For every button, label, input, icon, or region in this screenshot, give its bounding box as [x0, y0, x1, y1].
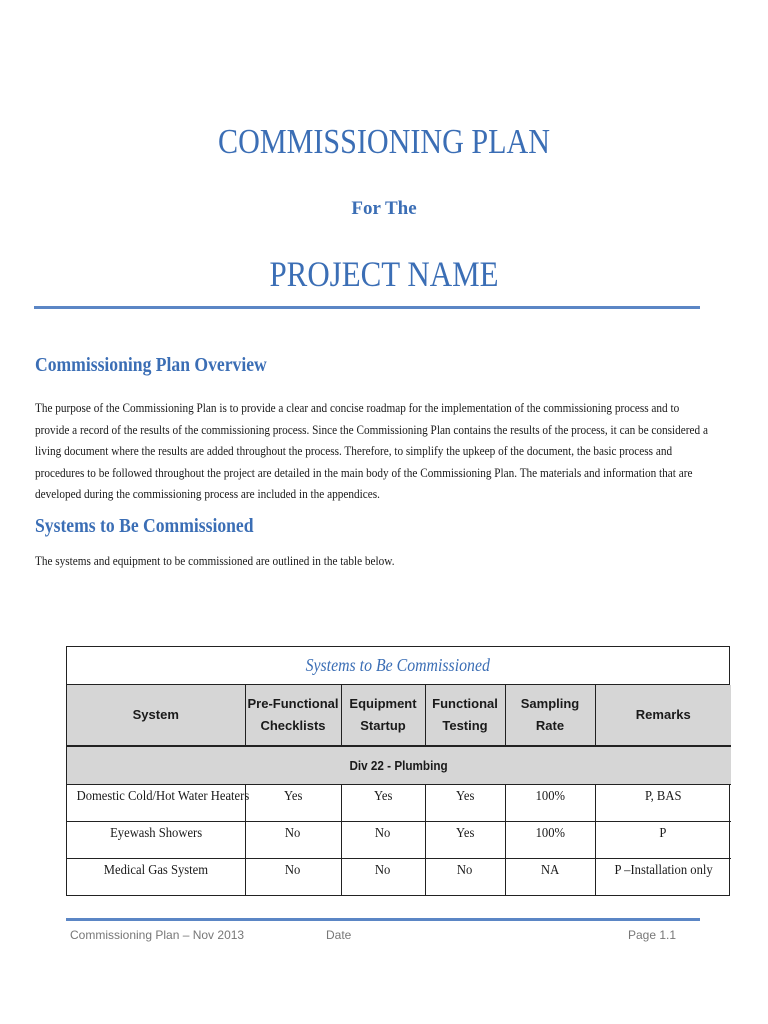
table-cell: Medical Gas System — [67, 858, 245, 895]
systems-intro: The systems and equipment to be commissioned are outlined in the table below. — [35, 554, 395, 568]
footer-date: Date — [326, 928, 352, 942]
table-caption: Systems to Be Commissioned — [67, 647, 729, 685]
column-header-prefunctional: Pre-Functional Checklists — [245, 685, 341, 746]
table-row — [67, 784, 731, 821]
overview-paragraph: The purpose of the Commissioning Plan is to provide a clear and concise roadmap for the implementation of the commissioning process and to provide a record of the results of the commissioning process. Since the Commissioning Plan contains the results of the process, it can be considered a living document where the results are added throughout the process. Therefore, to simplify the upkeep of the document, the basic process and procedures to be followed throughout the project are detailed in the main body of the Commissioning Plan. The materials and information that are developed during the commissioning process are included in the appendices. — [35, 401, 708, 501]
footer-divider — [66, 918, 700, 921]
document-title: COMMISSIONING PLAN — [218, 122, 550, 161]
table-cell: 100% — [505, 784, 595, 821]
table-row — [67, 821, 731, 858]
systems-grid — [67, 685, 731, 895]
column-header-system: System — [67, 685, 245, 746]
table-cell: Yes — [245, 784, 341, 821]
table-cell: P — [595, 821, 731, 858]
footer-document-label: Commissioning Plan – Nov 2013 — [70, 928, 245, 942]
table-header-row — [67, 685, 731, 746]
column-header-startup: Equipment Startup — [341, 685, 425, 746]
table-cell: 100% — [505, 821, 595, 858]
division-label: Div 22 - Plumbing — [67, 746, 731, 784]
table-cell: No — [425, 858, 505, 895]
column-header-functional: Functional Testing — [425, 685, 505, 746]
column-header-remarks: Remarks — [595, 685, 731, 746]
title-divider — [34, 306, 700, 309]
table-cell: Yes — [425, 821, 505, 858]
table-cell: P –Installation only — [595, 858, 731, 895]
footer-page-number: Page 1.1 — [628, 928, 677, 942]
table-cell: Yes — [341, 784, 425, 821]
table-cell: No — [245, 821, 341, 858]
table-row — [67, 858, 731, 895]
table-cell: No — [245, 858, 341, 895]
table-cell: Domestic Cold/Hot Water Heaters — [67, 784, 245, 821]
overview-heading: Commissioning Plan Overview — [35, 354, 267, 376]
systems-heading: Systems to Be Commissioned — [35, 515, 254, 537]
division-row — [67, 746, 731, 784]
systems-table — [66, 646, 730, 896]
document-subtitle: For The — [351, 198, 417, 219]
table-cell: Yes — [425, 784, 505, 821]
table-cell: No — [341, 858, 425, 895]
column-header-sampling: Sampling Rate — [505, 685, 595, 746]
project-name: PROJECT NAME — [269, 254, 499, 294]
table-cell: Eyewash Showers — [67, 821, 245, 858]
table-cell: NA — [505, 858, 595, 895]
table-cell: No — [341, 821, 425, 858]
table-cell: P, BAS — [595, 784, 731, 821]
